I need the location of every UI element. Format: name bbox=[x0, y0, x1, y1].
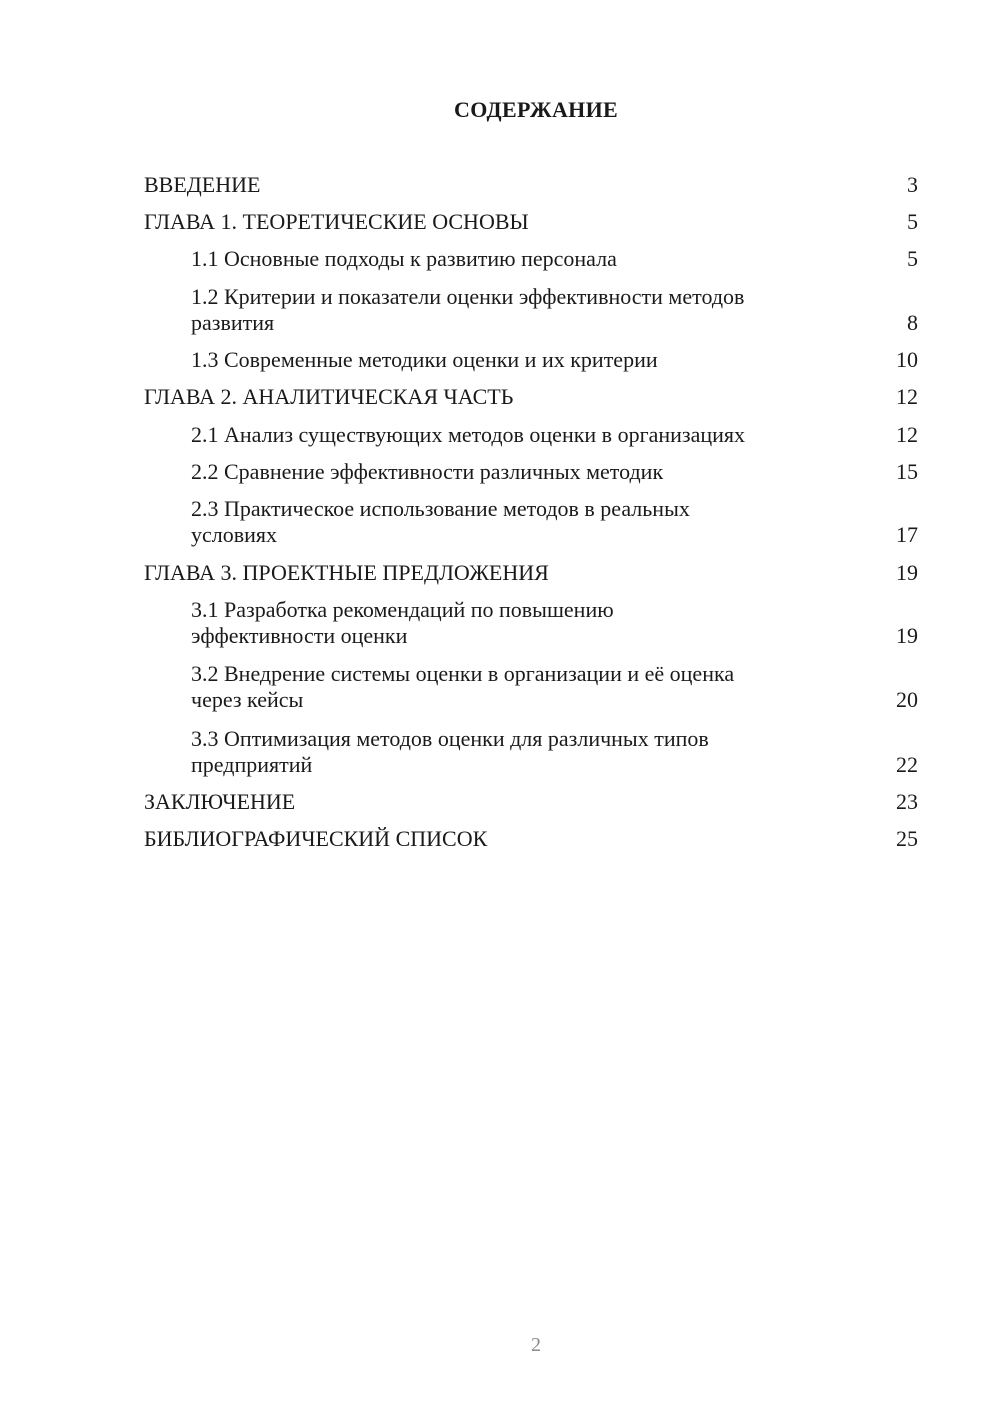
toc-entry-section-3-1[interactable] bbox=[191, 597, 841, 649]
toc-entry-section-1-2[interactable] bbox=[191, 284, 841, 336]
toc-entry-text: ГЛАВА 3. ПРОЕКТНЫЕ ПРЕДЛОЖЕНИЯ bbox=[144, 560, 549, 585]
toc-entry-text: 1.3 Современные методики оценки и их критерии bbox=[191, 347, 658, 372]
toc-page-number: 15 bbox=[896, 459, 918, 484]
toc-entry-section-2-3[interactable] bbox=[191, 496, 841, 548]
toc-entry-text: БИБЛИОГРАФИЧЕСКИЙ СПИСОК bbox=[144, 826, 488, 851]
toc-entry-text: ВВЕДЕНИЕ bbox=[144, 172, 261, 197]
toc-page-number: 12 bbox=[896, 384, 918, 409]
toc-entry-text: 1.2 Критерии и показатели оценки эффективности методов развития bbox=[191, 284, 745, 335]
toc-page-number: 20 bbox=[896, 687, 918, 712]
toc-entry-chapter-2[interactable] bbox=[144, 384, 844, 410]
toc-entry-text: ГЛАВА 2. АНАЛИТИЧЕСКАЯ ЧАСТЬ bbox=[144, 384, 514, 409]
toc-entry-introduction[interactable] bbox=[144, 172, 844, 198]
toc-entry-chapter-3[interactable] bbox=[144, 560, 844, 586]
toc-entry-text: ЗАКЛЮЧЕНИЕ bbox=[144, 789, 296, 814]
toc-entry-bibliography[interactable] bbox=[144, 826, 844, 852]
toc-page-number: 25 bbox=[896, 826, 918, 851]
toc-entry-section-3-3[interactable] bbox=[191, 726, 841, 778]
toc-entry-text: 3.2 Внедрение системы оценки в организации и её оценка через кейсы bbox=[191, 661, 735, 712]
toc-page-number: 17 bbox=[896, 522, 918, 547]
toc-page-number: 8 bbox=[907, 310, 918, 335]
toc-entry-section-2-2[interactable] bbox=[191, 459, 841, 485]
toc-page-number: 22 bbox=[896, 752, 918, 777]
toc-entry-text: 2.3 Практическое использование методов в реальных условиях bbox=[191, 496, 690, 547]
toc-entry-section-1-1[interactable] bbox=[191, 246, 841, 272]
toc-page-number: 12 bbox=[896, 422, 918, 447]
toc-entry-section-3-2[interactable] bbox=[191, 661, 841, 713]
toc-page-number: 3 bbox=[907, 172, 918, 197]
toc-page-number: 19 bbox=[896, 560, 918, 585]
toc-entry-chapter-1[interactable] bbox=[144, 209, 844, 235]
toc-page-number: 5 bbox=[907, 209, 918, 234]
toc-entry-conclusion[interactable] bbox=[144, 789, 844, 815]
toc-entry-text: 3.1 Разработка рекомендаций по повышению эффективности оценки bbox=[191, 597, 614, 648]
toc-entry-text: 3.3 Оптимизация методов оценки для различных типов предприятий bbox=[191, 726, 709, 777]
toc-entry-text: 2.1 Анализ существующих методов оценки в организациях bbox=[191, 422, 746, 447]
toc-entry-text: 1.1 Основные подходы к развитию персонала bbox=[191, 246, 617, 271]
toc-page-number: 19 bbox=[896, 623, 918, 648]
toc-entry-text: ГЛАВА 1. ТЕОРЕТИЧЕСКИЕ ОСНОВЫ bbox=[144, 209, 529, 234]
footer-page-number: 2 bbox=[531, 1334, 541, 1356]
toc-entry-section-2-1[interactable] bbox=[191, 422, 841, 448]
toc-entry-section-1-3[interactable] bbox=[191, 347, 841, 373]
toc-page-number: 5 bbox=[907, 246, 918, 271]
page-title: СОДЕРЖАНИЕ bbox=[454, 97, 618, 122]
toc-entry-text: 2.2 Сравнение эффективности различных методик bbox=[191, 459, 664, 484]
toc-page-number: 10 bbox=[896, 347, 918, 372]
toc-page-number: 23 bbox=[896, 789, 918, 814]
